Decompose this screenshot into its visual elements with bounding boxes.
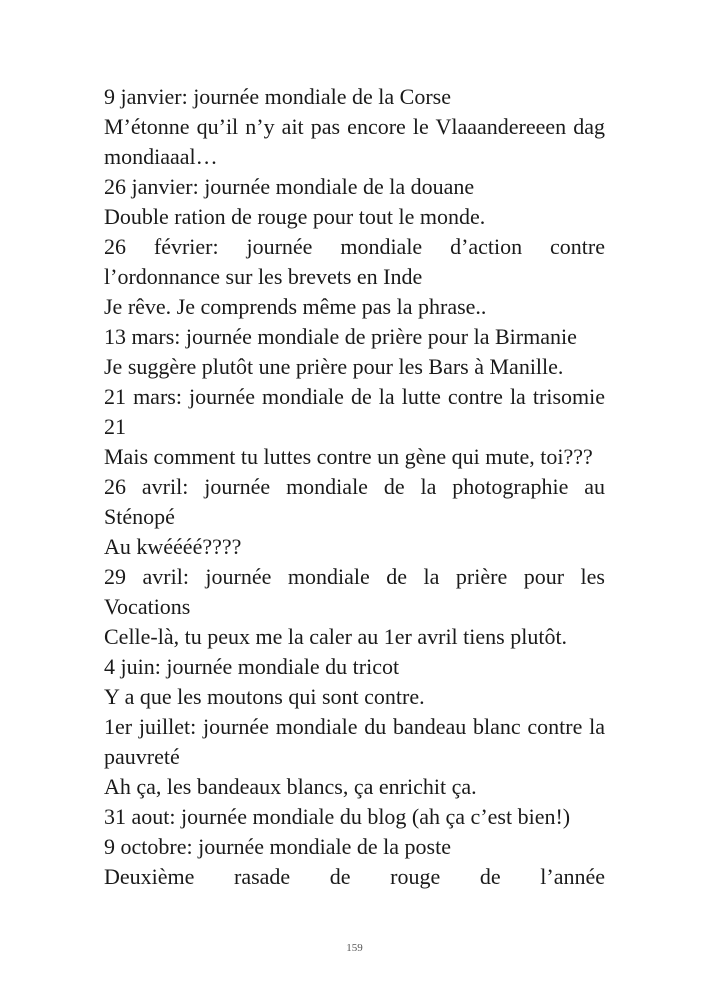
paragraph-moutons-comment: Y a que les moutons qui sont contre. xyxy=(104,684,425,709)
paragraph-birmanie: 13 mars: journée mondiale de prière pour la Birmanie xyxy=(104,324,577,349)
paragraph-vocations: 29 avril: journée mondiale de la prière pour les Vocations xyxy=(104,564,605,619)
paragraph-avril-comment: Celle-là, tu peux me la caler au 1er avril tiens plutôt. xyxy=(104,624,568,649)
paragraph-corse: 9 janvier: journée mondiale de la Corse xyxy=(104,84,451,109)
paragraph-rasade-comment: Deuxième rasade de rouge de l’année xyxy=(104,864,605,889)
paragraph-kwe-comment: Au kwéééé???? xyxy=(104,534,242,559)
paragraph-manille-comment: Je suggère plutôt une prière pour les Bars à Manille. xyxy=(104,354,564,379)
paragraph-bandeau-blanc: 1er juillet: journée mondiale du bandeau blanc contre la pauvreté xyxy=(104,714,605,769)
paragraph-douane: 26 janvier: journée mondiale de la douane xyxy=(104,174,475,199)
paragraph-poste: 9 octobre: journée mondiale de la poste xyxy=(104,834,451,859)
paragraph-vlaanderen-comment: M’étonne qu’il n’y ait pas encore le Vlaaandereeen dag mondiaaal… xyxy=(104,114,605,169)
paragraph-stenope: 26 avril: journée mondiale de la photographie au Sténopé xyxy=(104,474,605,529)
paragraph-brevets-inde: 26 février: journée mondiale d’action contre l’ordonnance sur les brevets en Inde xyxy=(104,234,605,289)
paragraph-blog: 31 aout: journée mondiale du blog (ah ça c’est bien!) xyxy=(104,804,571,829)
document-body xyxy=(104,82,605,892)
paragraph-bandeaux-comment: Ah ça, les bandeaux blancs, ça enrichit ça. xyxy=(104,774,477,799)
page-number: 159 xyxy=(346,942,363,954)
paragraph-tricot: 4 juin: journée mondiale du tricot xyxy=(104,654,400,679)
paragraph-reve-comment: Je rêve. Je comprends même pas la phrase.. xyxy=(104,294,487,319)
paragraph-gene-comment: Mais comment tu luttes contre un gène qui mute, toi??? xyxy=(104,444,593,469)
paragraph-rouge-comment: Double ration de rouge pour tout le monde. xyxy=(104,204,486,229)
paragraph-trisomie: 21 mars: journée mondiale de la lutte contre la trisomie 21 xyxy=(104,384,605,439)
